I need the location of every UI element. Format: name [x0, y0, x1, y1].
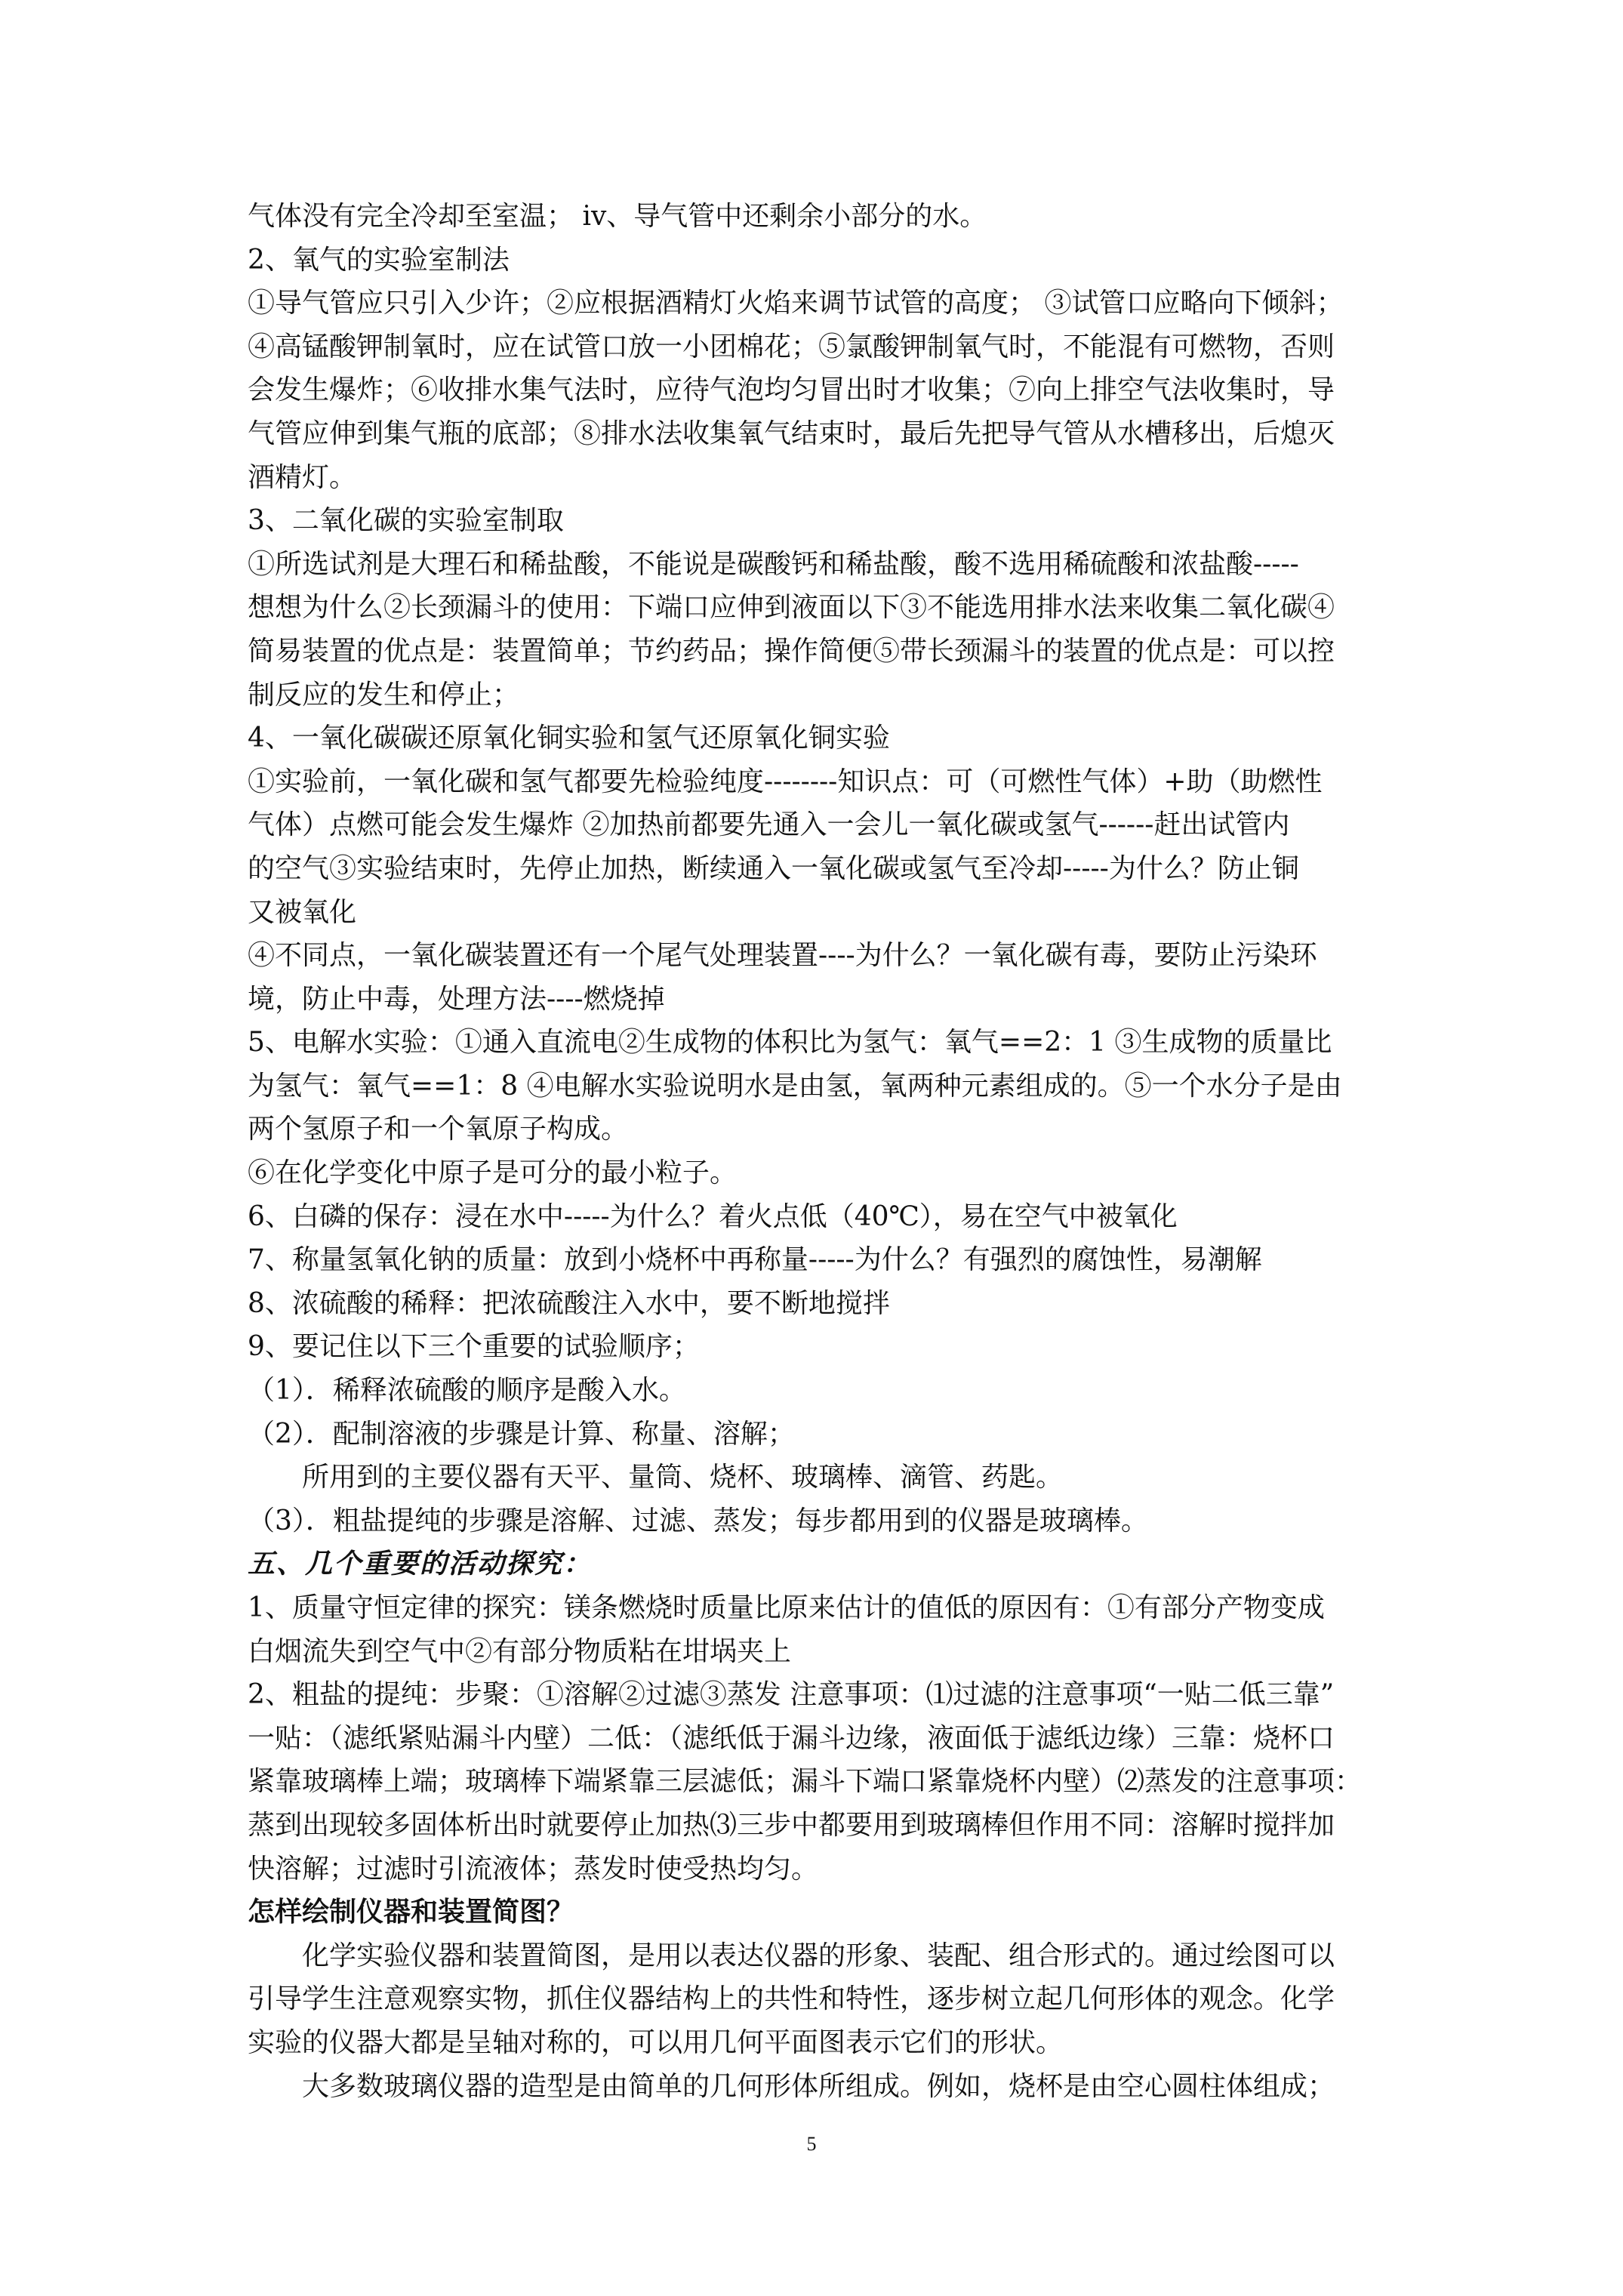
text-line: 气体）点燃可能会发生爆炸 ②加热前都要先通入一会儿一氧化碳或氢气------赶出试管内 — [248, 809, 1290, 841]
section-heading-oxygen-lab: 2、氧气的实验室制法 — [248, 244, 510, 276]
text-line: 8、浓硫酸的稀释：把浓硫酸注入水中，要不断地搅拌 — [248, 1287, 890, 1319]
list-item: （1）．稀释浓硫酸的顺序是酸入水。 — [248, 1375, 686, 1407]
text-line: 白烟流失到空气中②有部分物质粘在坩埚夹上 — [248, 1635, 792, 1667]
list-item: （3）．粗盐提纯的步骤是溶解、过滤、蒸发；每步都用到的仪器是玻璃棒。 — [248, 1505, 1148, 1536]
text-line: 紧靠玻璃棒上端；玻璃棒下端紧靠三层滤低；漏斗下端口紧靠烧杯内壁）⑵蒸发的注意事项： — [248, 1766, 1363, 1798]
list-item-continuation: 所用到的主要仪器有天平、量筒、烧杯、玻璃棒、滴管、药匙。 — [302, 1462, 1064, 1493]
page-number: 5 — [806, 2133, 817, 2155]
text-line: 1、质量守恒定律的探究：镁条燃烧时质量比原来估计的值低的原因有：①有部分产物变成 — [248, 1592, 1325, 1623]
text-line: 7、称量氢氧化钠的质量：放到小烧杯中再称量-----为什么？有强烈的腐蚀性，易潮解 — [248, 1244, 1262, 1276]
text-line: 两个氢原子和一个氧原子构成。 — [248, 1114, 629, 1145]
text-line: 为氢气：氧气==1：8 ④电解水实验说明水是由氢，氧两种元素组成的。⑤一个水分子是由 — [248, 1070, 1342, 1102]
text-line: ⑥在化学变化中原子是可分的最小粒子。 — [248, 1157, 738, 1189]
text-line: 简易装置的优点是：装置简单；节约药品；操作简便⑤带长颈漏斗的装置的优点是：可以控 — [248, 635, 1335, 667]
text-line: ④高锰酸钾制氧时，应在试管口放一小团棉花；⑤氯酸钾制氧气时，不能混有可燃物，否则 — [248, 331, 1335, 362]
paragraph-line: 大多数玻璃仪器的造型是由简单的几何形体所组成。例如，烧杯是由空心圆柱体组成； — [302, 2070, 1335, 2102]
section-heading-co2-lab: 3、二氧化碳的实验室制取 — [248, 505, 564, 537]
text-line: ①导气管应只引入少许；②应根据酒精灯火焰来调节试管的高度； ③试管口应略向下倾斜； — [248, 288, 1344, 319]
text-line: 又被氧化 — [248, 896, 357, 928]
section-heading-reduction: 4、一氧化碳碳还原氧化铜实验和氢气还原氧化铜实验 — [248, 723, 890, 754]
text-line: 酒精灯。 — [248, 461, 357, 493]
paragraph-line: 引导学生注意观察实物，抓住仪器结构上的共性和特性，逐步树立起几何形体的观念。化学 — [248, 1983, 1335, 2015]
text-line: ④不同点，一氧化碳装置还有一个尾气处理装置----为什么？一氧化碳有毒，要防止污染环 — [248, 940, 1317, 972]
text-line: 5、电解水实验：①通入直流电②生成物的体积比为氢气：氧气==2：1 ③生成物的质量比 — [248, 1027, 1332, 1059]
text-line: 9、要记住以下三个重要的试验顺序； — [248, 1331, 700, 1363]
text-line: ①实验前，一氧化碳和氢气都要先检验纯度--------知识点：可（可燃性气体）+助（助燃性 — [248, 766, 1323, 797]
text-line: 蒸到出现较多固体析出时就要停止加热⑶三步中都要用到玻璃棒但作用不同：溶解时搅拌加 — [248, 1809, 1335, 1841]
text-line: 一贴：（滤纸紧贴漏斗内壁）二低：（滤纸低于漏斗边缘，液面低于滤纸边缘）三靠：烧杯口 — [248, 1722, 1335, 1754]
text-line: 境，防止中毒，处理方法----燃烧掉 — [248, 983, 665, 1015]
text-line: ①所选试剂是大理石和稀盐酸，不能说是碳酸钙和稀盐酸，酸不选用稀硫酸和浓盐酸----- — [248, 548, 1299, 580]
section-heading-activity-inquiry: 五、几个重要的活动探究： — [248, 1548, 593, 1580]
text-line: 气管应伸到集气瓶的底部；⑧排水法收集氧气结束时，最后先把导气管从水槽移出，后熄灭 — [248, 418, 1335, 449]
paragraph-line: 实验的仪器大都是呈轴对称的，可以用几何平面图表示它们的形状。 — [248, 2026, 1064, 2058]
text-line: 气体没有完全冷却至室温； ⅳ、导气管中还剩余小部分的水。 — [248, 201, 987, 232]
page-body — [248, 195, 1380, 2108]
text-line: 快溶解；过滤时引流液体；蒸发时使受热均匀。 — [248, 1853, 819, 1885]
text-line: 2、粗盐的提纯：步聚：①溶解②过滤③蒸发 注意事项：⑴过滤的注意事项“一贴二低三靠” — [248, 1679, 1335, 1711]
text-line: 6、白磷的保存：浸在水中-----为什么？着火点低（40℃），易在空气中被氧化 — [248, 1200, 1178, 1232]
section-heading-drawing: 怎样绘制仪器和装置简图？ — [248, 1896, 574, 1928]
text-line: 制反应的发生和停止； — [248, 679, 520, 710]
paragraph-line: 化学实验仪器和装置简图，是用以表达仪器的形象、装配、组合形式的。通过绘图可以 — [302, 1940, 1335, 1971]
text-line: 会发生爆炸；⑥收排水集气法时，应待气泡均匀冒出时才收集；⑦向上排空气法收集时，导 — [248, 374, 1335, 406]
text-line: 的空气③实验结束时，先停止加热，断续通入一氧化碳或氢气至冷却-----为什么？防止铜 — [248, 852, 1299, 884]
text-line: 想想为什么②长颈漏斗的使用：下端口应伸到液面以下③不能选用排水法来收集二氧化碳④ — [248, 592, 1335, 624]
list-item: （2）．配制溶液的步骤是计算、称量、溶解； — [248, 1418, 795, 1450]
